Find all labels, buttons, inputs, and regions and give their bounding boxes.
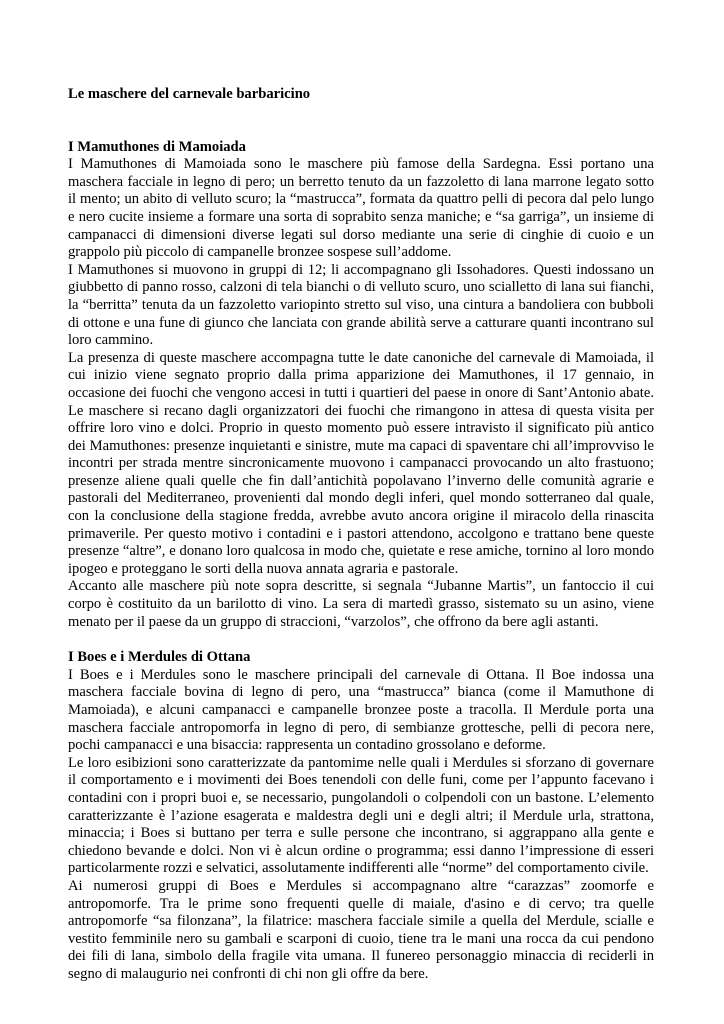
spacer — [68, 104, 654, 139]
paragraph: I Boes e i Merdules sono le maschere principali del carnevale di Ottana. Il Boe indossa una maschera facciale bovina di legno di pero, una “mastrucca” bianca (come il Mamuthone di Mamoiada), e alcuni campanacci e campanelle bronzee poste a tracolla. Il Merdule porta una maschera facciale antropomorfa in legno di pero, di sembianze grottesche, pelli di pecora nere, pochi campanacci e una bisaccia: rappresenta un contadino grossolano e deforme. — [68, 666, 654, 754]
paragraph: La presenza di queste maschere accompagna tutte le date canoniche del carnevale di Mamoiada, il cui inizio viene segnato proprio dalla prima apparizione dei Mamuthones, il 17 gennaio, in occasione dei fuochi che vengono accesi in tutti i quartieri del paese in onore di Sant’Antonio abate. Le maschere si recano dagli organizzatori dei fuochi che rimangono in attesa di questa visita per offrire loro vino e dolci. Proprio in questo momento può essere intravisto il significato più antico dei Mamuthones: presenze inquietanti e sinistre, mute ma capaci di spaventare chi all’improvviso le incontri per strada mentre sincronicamente muovono i campanacci provocando un alto frastuono; presenze aliene quali quelle che fin dall’antichità popolavano l’inverno delle comunità agrarie e pastorali del Mediterraneo, provenienti dal mondo degli inferi, quel mondo sotterraneo dal quale, con la conclusione della stagione fredda, avrebbe avuto ancora origine il miracolo della rinascita primaverile. Per questo motivo i contadini e i pastori attendono, accolgono e trattano bene queste presenze “altre”, e donano loro qualcosa in modo che, quietate e rese amiche, tornino al loro mondo ipogeo e proteggano le sorti della nuova annata agraria e pastorale. — [68, 349, 654, 577]
paragraph: I Mamuthones si muovono in gruppi di 12; li accompagnano gli Issohadores. Questi indossano un giubbetto di panno rosso, calzoni di tela bianchi o di velluto scuro, uno scialletto di lana sui fianchi, la “berritta” tenuta da un fazzoletto variopinto stretto sul viso, una cintura a bandoliera con bubboli di ottone e una fune di giunco che lanciata con grande abilità serve a catturare quanti incontrano sul loro cammino. — [68, 261, 654, 349]
section-heading: I Mamuthones di Mamoiada — [68, 138, 246, 155]
paragraph: Ai numerosi gruppi di Boes e Merdules si accompagnano altre “carazzas” zoomorfe e antropomorfe. Tra le prime sono frequenti quelle di maiale, d'asino e di cervo; tra quelle antropomorfe “sa filonzana”, la filatrice: maschera facciale simile a quella del Merdule, scialle e vestito femminile nero su gambali e scarponi di cuoio, tiene tra le mani una rocca da cui pendono dei fili di lana, simbolo della fragile vita umana. Il funereo personaggio minaccia di reciderli in segno di malaugurio nei confronti di chi non gli offre da bere. — [68, 877, 654, 982]
paragraph: Le loro esibizioni sono caratterizzate da pantomime nelle quali i Merdules si sforzano di governare il comportamento e i movimenti dei Boes tenendoli con delle funi, come per l’appunto facevano i contadini con i propri buoi e, se necessario, pungolandoli o colpendoli con un bastone. L’elemento caratterizzante è l’azione esagerata e maldestra degli uni e degli altri; il Merdule urla, strattona, minaccia; i Boes si buttano per terra e sulle persone che incontrano, si aggrappano alla gente e chiedono bevande e dolci. Non vi è alcun ordine o programma; essi danno l’impressione di esseri particolarmente rozzi e selvatici, assolutamente indifferenti alle “norme” del comportamento civile. — [68, 754, 654, 877]
section-boes-merdules — [68, 649, 654, 983]
section-heading: I Boes e i Merdules di Ottana — [68, 649, 251, 666]
paragraph: Accanto alle maschere più note sopra descritte, si segnala “Jubanne Martis”, un fantoccio il cui corpo è costituito da un barilotto di vino. La sera di martedì grasso, sistemato su un asino, viene menato per il paese da un gruppo di straccioni, “varzolos”, che offrono da bere agli astanti. — [68, 578, 654, 630]
spacer — [68, 631, 654, 649]
section-mamuthones — [68, 139, 654, 632]
document-title: Le maschere del carnevale barbaricino — [68, 86, 311, 102]
document-page — [68, 86, 654, 984]
paragraph: I Mamuthones di Mamoiada sono le maschere più famose della Sardegna. Essi portano una maschera facciale in legno di pero; un berretto tenuto da un fazzoletto di lana marrone legato sotto il mento; un abito di velluto scuro; la “mastrucca”, formata da quattro pelli di pecora dal pelo lungo e nero cucite insieme a formare una sorta di soprabito senza maniche; e “sa garriga”, un insieme di campanacci di dimensioni diverse legati sul dorso mediante una serie di cinghie di cuoio e un grappolo più piccolo di campanelle bronzee sospese sull’addome. — [68, 156, 654, 261]
